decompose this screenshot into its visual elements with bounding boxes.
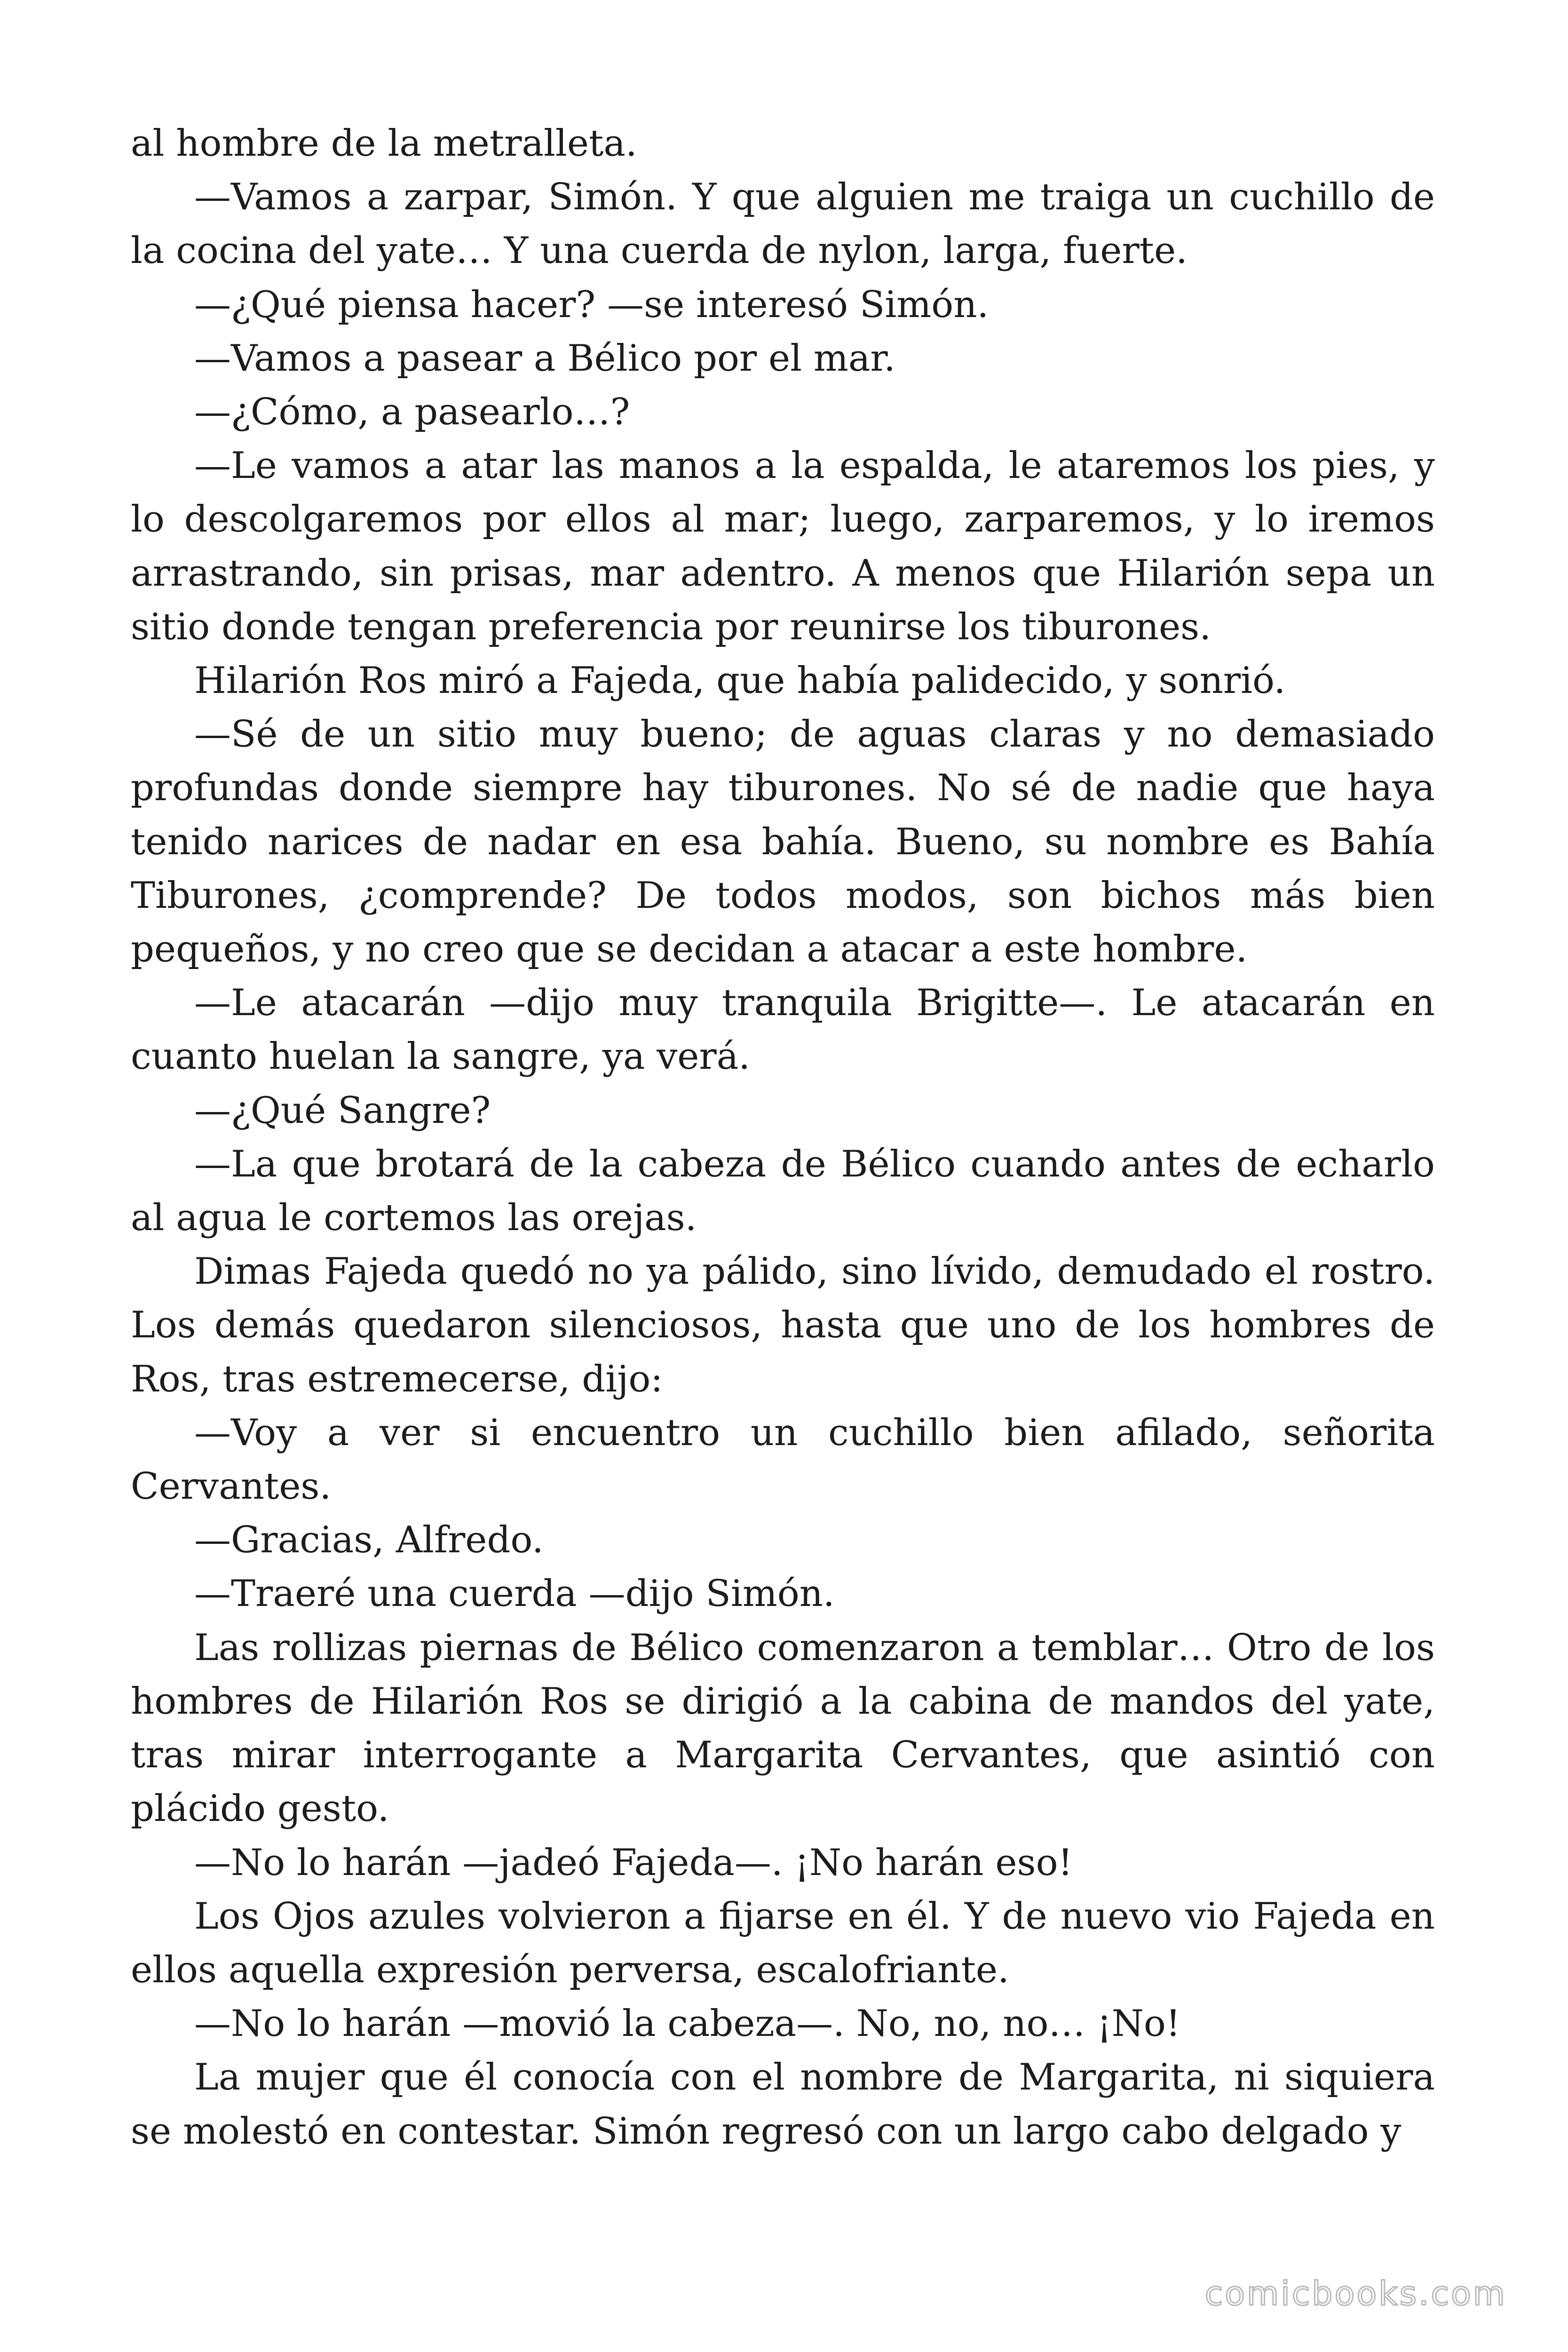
paragraph: —¿Cómo, a pasearlo…? [194, 391, 630, 434]
paragraph: —Vamos a zarpar, Simón. Y que alguien me traiga un cuchillo de la cocina del yate… Y una cuerda de nylon, larga, fuerte. [131, 176, 1435, 272]
paragraph: Los Ojos azules volvieron a fijarse en él. Y de nuevo vio Fajeda en ellos aquella expresión perversa, escalofriante. [131, 1895, 1435, 1991]
paragraph: Las rollizas piernas de Bélico comenzaron a temblar… Otro de los hombres de Hilarión Ros se dirigió a la cabina de mandos del yate, tras mirar interrogante a Margarita Cervantes, que asintió con plácido gesto. [131, 1626, 1435, 1830]
paragraph: —No lo harán —movió la cabeza—. No, no, no… ¡No! [194, 2002, 1181, 2045]
paragraph: al hombre de la metralleta. [131, 122, 637, 165]
paragraph: —¿Qué Sangre? [194, 1089, 491, 1132]
paragraph: —¿Qué piensa hacer? —se interesó Simón. [194, 283, 989, 326]
paragraph: Dimas Fajeda quedó no ya pálido, sino lívido, demudado el rostro. Los demás quedaron silenciosos, hasta que uno de los hombres de Ros, tras estremecerse, dijo: [131, 1250, 1435, 1400]
paragraph: —Sé de un sitio muy bueno; de aguas claras y no demasiado profundas donde siempre hay tiburones. No sé de nadie que haya tenido narices de nadar en esa bahía. Bueno, su nombre es Bahía Tiburones, ¿comprende? De todos modos, son bichos más bien pequeños, y no creo que se decidan a atacar a este hombre. [131, 713, 1435, 971]
paragraph: —Le atacarán —dijo muy tranquila Brigitte—. Le atacarán en cuanto huelan la sangre, ya verá. [131, 982, 1435, 1078]
paragraph: —Le vamos a atar las manos a la espalda, le ataremos los pies, y lo descolgaremos por ellos al mar; luego, zarparemos, y lo iremos arrastrando, sin prisas, mar adentro. A menos que Hilarión sepa un sitio donde tengan preferencia por reunirse los tiburones. [131, 445, 1435, 648]
paragraph: —Vamos a pasear a Bélico por el mar. [194, 337, 895, 380]
paragraph: —Traeré una cuerda —dijo Simón. [194, 1573, 835, 1615]
paragraph: —La que brotará de la cabeza de Bélico cuando antes de echarlo al agua le cortemos las orejas. [131, 1143, 1435, 1240]
paragraph: —Gracias, Alfredo. [194, 1519, 544, 1562]
watermark-logo: comicbooks.com [1204, 2274, 1507, 2313]
paragraph: La mujer que él conocía con el nombre de Margarita, ni siquiera se molestó en contestar. Simón regresó con un largo cabo delgado y [131, 2056, 1435, 2153]
page-body-text [131, 117, 1435, 2158]
paragraph: —Voy a ver si encuentro un cuchillo bien afilado, señorita Cervantes. [131, 1411, 1435, 1508]
paragraph: —No lo harán —jadeó Fajeda—. ¡No harán eso! [194, 1841, 1073, 1884]
paragraph: Hilarión Ros miró a Fajeda, que había palidecido, y sonrió. [194, 660, 1286, 702]
